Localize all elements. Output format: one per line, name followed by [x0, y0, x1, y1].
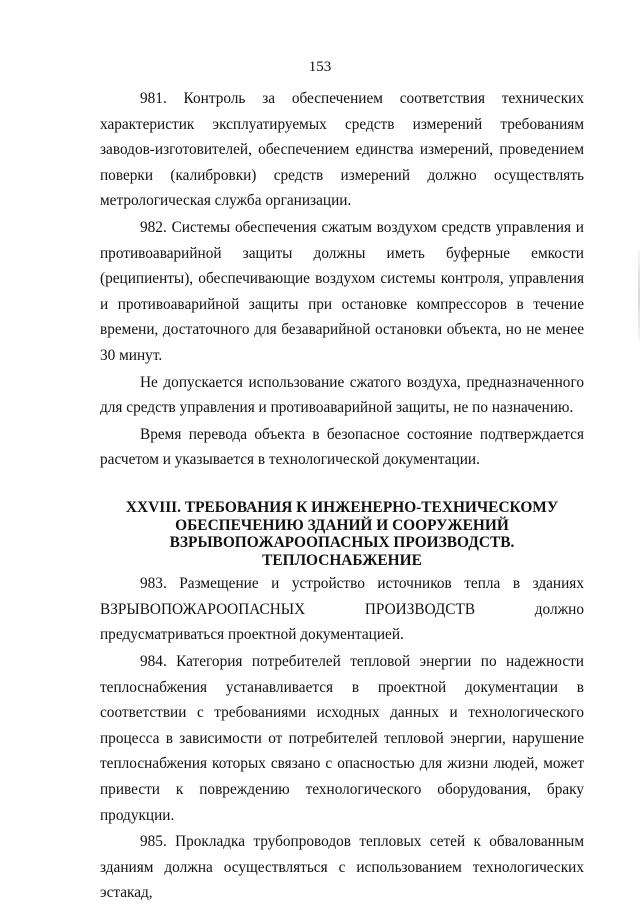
paragraph-compressed-air: Не допускается использование сжатого воздуха, предназначенного для средств управления и противоаварийной защиты, не по назначению.: [100, 373, 584, 417]
paragraph-984: 984. Категория потребителей тепловой энергии по надежности теплоснабжения устанавливается в проектной документации в соответствии с требованиями исходных данных и технологического процесса в зависимости от потребителей тепловой энергии, нарушение теплоснабжения которых связано с опасностью для жизни людей, может привести к повреждению технологического оборудования, браку продукции.: [100, 653, 584, 824]
page-number: 153: [308, 59, 332, 75]
section-heading-line: ВЗРЫВОПОЖАРООПАСНЫХ ПРОИЗВОДСТВ.: [169, 534, 515, 552]
section-heading-line: ОБЕСПЕЧЕНИЮ ЗДАНИЙ И СООРУЖЕНИЙ: [175, 516, 509, 534]
paragraph-983: 983. Размещение и устройство источников тепла в зданиях ВЗРЫВОПОЖАРООПАСНЫХ ПРОИЗВОДСТВ должно предусматриваться проектной документацией.: [100, 575, 584, 644]
section-heading-line: ТЕПЛОСНАБЖЕНИЕ: [262, 551, 422, 569]
page-content: [100, 86, 584, 906]
section-heading-line: XXVIII. ТРЕБОВАНИЯ К ИНЖЕНЕРНО-ТЕХНИЧЕСКОМУ: [125, 498, 559, 516]
paragraph-982: 982. Системы обеспечения сжатым воздухом средств управления и противоаварийной защиты должны иметь буферные емкости (реципиенты), обеспечивающие воздухом системы контроля, управления и противоаварийной защиты при остановке компрессоров в течение времени, достаточного для безаварийной остановки объекта, но не менее 30 минут.: [100, 218, 584, 364]
paragraph-985: 985. Прокладка трубопроводов тепловых сетей к обвалованным зданиям должна осуществляться с использованием технологических эстакад,: [100, 833, 584, 902]
paragraph-safe-state: Время перевода объекта в безопасное состояние подтверждается расчетом и указывается в технологической документации.: [100, 425, 584, 469]
section-heading: [100, 499, 584, 569]
paragraph-981: 981. Контроль за обеспечением соответствия технических характеристик эксплуатируемых средств измерений требованиям заводов-изготовителей, обеспечением единства измерений, проведением поверки (калибровки) средств измерений должно осуществлять метрологическая служба организации.: [100, 90, 584, 210]
